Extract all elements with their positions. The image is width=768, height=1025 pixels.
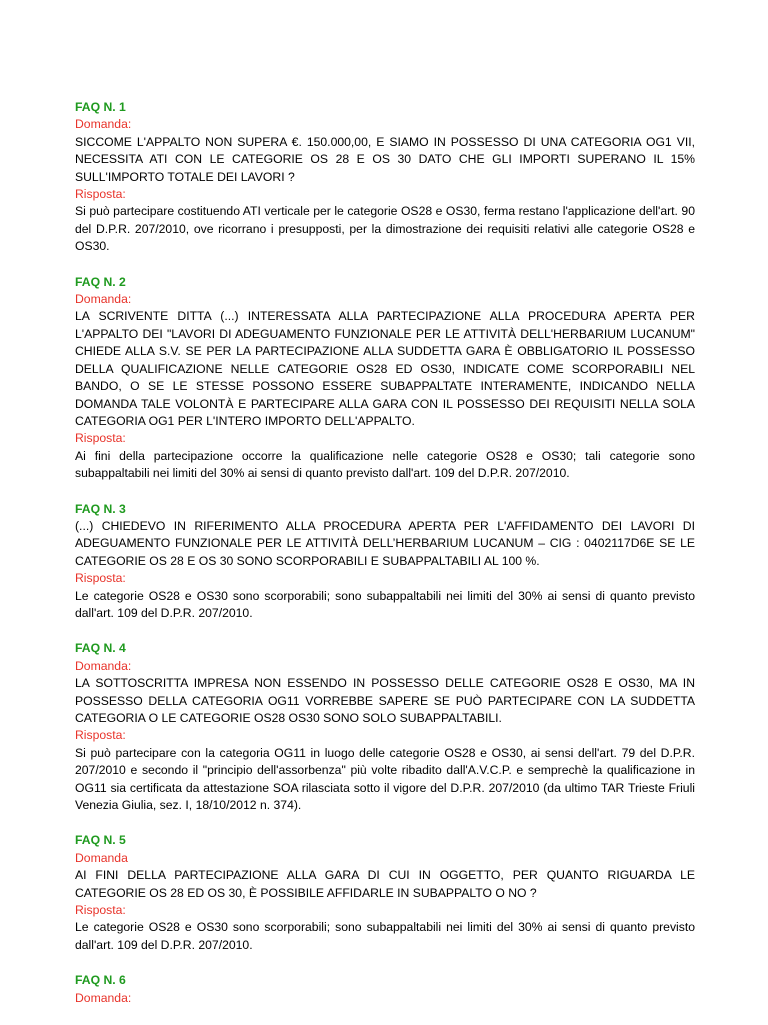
answer-label: Risposta: xyxy=(75,728,126,743)
question-text: AI FINI DELLA PARTECIPAZIONE ALLA GARA DI CUI IN OGGETTO, PER QUANTO RIGUARDA LE CATEGORIE OS 28 ED OS 30, È POSSIBILE AFFIDARLE IN SUBAPPALTO O NO ? xyxy=(75,868,695,900)
question-label: Domanda: xyxy=(75,117,132,132)
faq-item xyxy=(75,640,695,814)
answer-label: Risposta: xyxy=(75,903,126,918)
answer-text: Si può partecipare con la categoria OG11 in luogo delle categorie OS28 e OS30, ai sensi dell'art. 79 del D.P.R. 207/2010 e secondo il "principio dell'assorbenza" più volte ribadito dall'A.V.C.P. e semprechè la qualificazione in OG11 sia certificata da attestazione SOA rilasciata sotto il vigore del D.P.R. 207/2010 (da ultimo TAR Trieste Friuli Venezia Giulia, sez. I, 18/10/2012 n. 374). xyxy=(75,745,695,813)
faq-item xyxy=(75,972,695,1007)
question-label: Domanda xyxy=(75,850,128,865)
faq-item xyxy=(75,274,695,483)
faq-title: FAQ N. 3 xyxy=(75,501,126,516)
faq-title: FAQ N. 2 xyxy=(75,274,126,289)
faq-title: FAQ N. 5 xyxy=(75,833,126,848)
faq-title: FAQ N. 6 xyxy=(75,973,126,988)
answer-text: Si può partecipare costituendo ATI verticale per le categorie OS28 e OS30, ferma restano l'applicazione dell'art. 90 del D.P.R. 207/2010, ove ricorrano i presupposti, per la dimostrazione dei requisiti relativi alle categorie OS28 e OS30. xyxy=(75,204,695,254)
faq-title: FAQ N. 1 xyxy=(75,100,126,114)
question-text: (...) CHIEDEVO IN RIFERIMENTO ALLA PROCEDURA APERTA PER L'AFFIDAMENTO DEI LAVORI DI ADEGUAMENTO FUNZIONALE PER LE ATTIVITÀ DELL’HERBARIUM LUCANUM – CIG : 0402117D6E SE LE CATEGORIE OS 28 E OS 30 SONO SCORPORABILI E SUBAPPALTABILI AL 100 %. xyxy=(75,518,695,568)
faq-document xyxy=(75,99,695,1025)
faq-item xyxy=(75,501,695,623)
question-label: Domanda: xyxy=(75,658,132,673)
answer-label: Risposta: xyxy=(75,571,126,586)
question-text: SICCOME L'APPALTO NON SUPERA €. 150.000,00, E SIAMO IN POSSESSO DI UNA CATEGORIA OG1 VII, NECESSITA ATI CON LE CATEGORIE OS 28 E OS 30 DATO CHE GLI IMPORTI SUPERANO IL 15% SULL'IMPORTO TOTALE DEI LAVORI ? xyxy=(75,134,695,184)
answer-label: Risposta: xyxy=(75,431,126,446)
answer-label: Risposta: xyxy=(75,187,126,202)
answer-text: Le categorie OS28 e OS30 sono scorporabili; sono subappaltabili nei limiti del 30% ai sensi di quanto previsto dall'art. 109 del D.P.R. 207/2010. xyxy=(75,588,695,620)
question-text: LA SCRIVENTE DITTA (...) INTERESSATA ALLA PARTECIPAZIONE ALLA PROCEDURA APERTA PER L'APPALTO DEI "LAVORI DI ADEGUAMENTO FUNZIONALE PER LE ATTIVITÀ DELL'HERBARIUM LUCANUM" CHIEDE ALLA S.V. SE PER LA PARTECIPAZIONE ALLA SUDDETTA GARA È OBBLIGATORIO IL POSSESSO DELLA QUALIFICAZIONE NELLE CATEGORIE OS28 ED OS30, INDICATE COME SCORPORABILI NEL BANDO, O SE LE STESSE POSSONO ESSERE SUBAPPALTATE INTERAMENTE, INDICANDO NELLA DOMANDA TALE VOLONTÀ E PARTECIPARE ALLA GARA CON IL POSSESSO DEI REQUISITI NELLA SOLA CATEGORIA OG1 PER L'INTERO IMPORTO DELL'APPALTO. xyxy=(75,309,695,428)
question-label: Domanda: xyxy=(75,990,132,1005)
answer-text: Le categorie OS28 e OS30 sono scorporabili; sono subappaltabili nei limiti del 30% ai sensi di quanto previsto dall'art. 109 del D.P.R. 207/2010. xyxy=(75,920,695,952)
answer-text: Ai fini della partecipazione occorre la qualificazione nelle categorie OS28 e OS30; tali categorie sono subappaltabili nei limiti del 30% ai sensi di quanto previsto dall'art. 109 del D.P.R. 207/2010. xyxy=(75,448,695,481)
question-text: LA SOTTOSCRITTA IMPRESA NON ESSENDO IN POSSESSO DELLE CATEGORIE OS28 E OS30, MA IN POSSESSO DELLA CATEGORIA OG11 VORREBBE SAPERE SE PUÒ PARTECIPARE CON LA SUDDETTA CATEGORIA O LE CATEGORIE OS28 OS30 SONO SOLO SUBAPPALTABILI. xyxy=(75,676,695,725)
faq-item xyxy=(75,832,695,954)
question-label: Domanda: xyxy=(75,292,132,307)
faq-item xyxy=(75,99,695,256)
faq-title: FAQ N. 4 xyxy=(75,641,126,656)
